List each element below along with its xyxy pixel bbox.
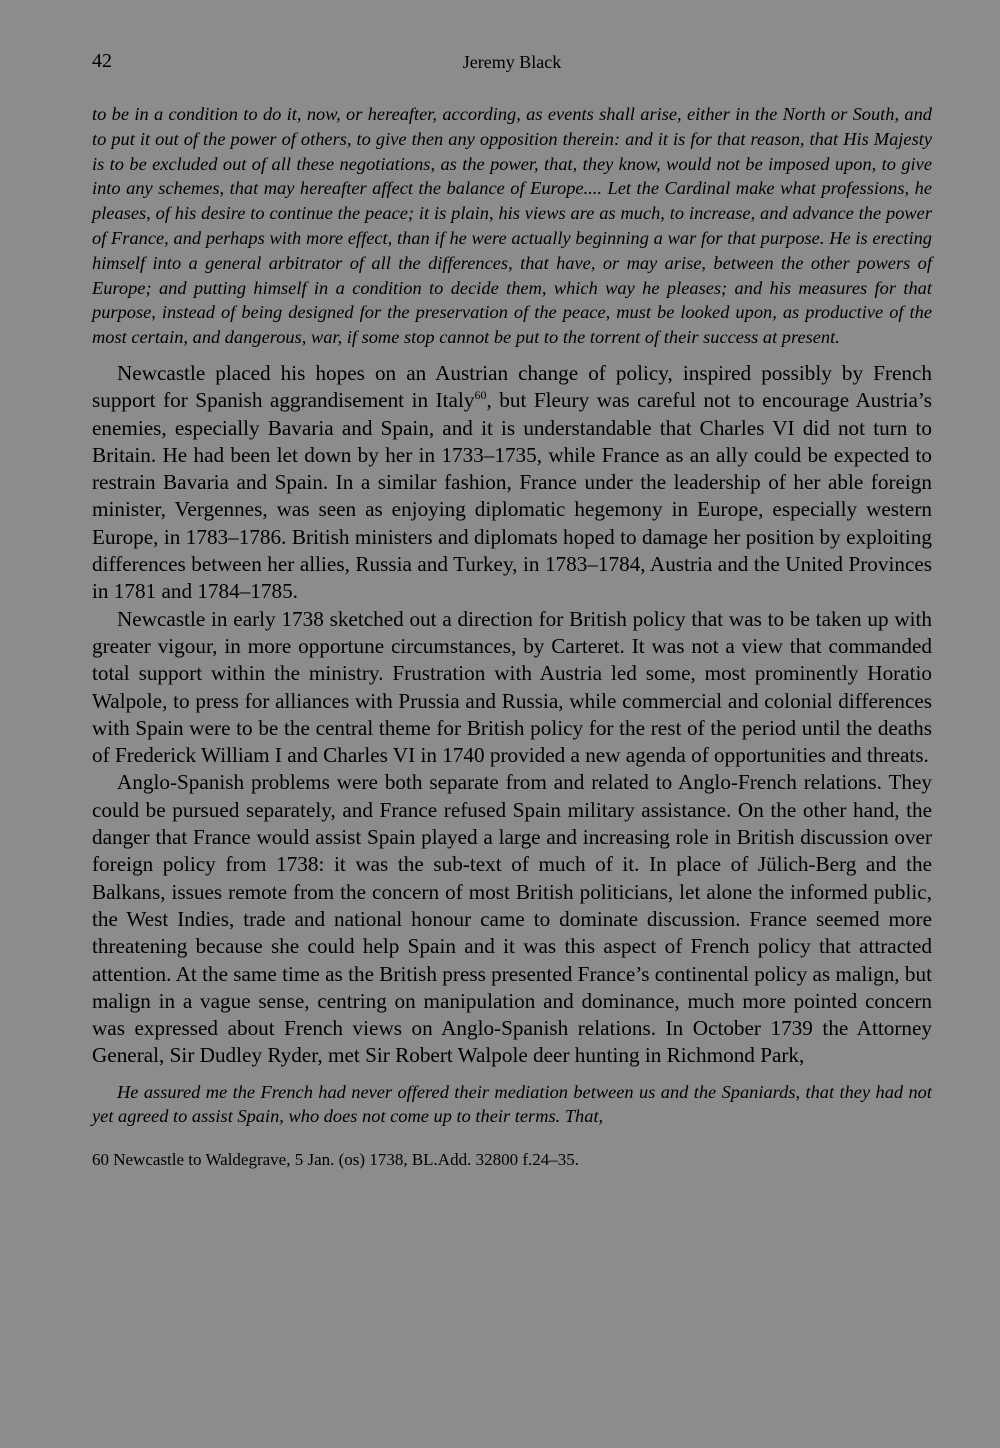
block-quote-bottom: He assured me the French had never offered their mediation between us and the Spaniards, that they had not yet agreed to assist Spain, who does not come up to their terms. That, — [92, 1081, 932, 1127]
paragraph-text: , but Fleury was careful not to encourage Austria’s enemies, especially Bavaria and Spain, and it is understandable that Charles VI did not turn to Britain. He had been let down by her in 1733–1735, while France as an ally could be expected to restrain Bavaria and Spain. In a similar fashion, France under the leadership of her able foreign minister, Vergennes, was seen as enjoying diplomatic hegemony in Europe, especially western Europe, in 1783–1786. British ministers and diplomats hoped to damage her position by exploiting differences between her allies, Russia and Turkey, in 1783–1784, Austria and the United Provinces in 1781 and 1784–1785. — [92, 388, 932, 604]
paragraph-newcastle-hopes — [92, 360, 932, 606]
page-header — [92, 44, 932, 78]
page-number: 42 — [92, 50, 112, 72]
running-head: Jeremy Black — [462, 52, 562, 72]
paragraph-text: Newcastle placed his hopes on an Austrian change of policy, inspired possibly by French support for Spanish aggrandisement in Italy — [92, 360, 932, 413]
footnote: 60 Newcastle to Waldegrave, 5 Jan. (os) 1738, BL.Add. 32800 f.24–35. — [92, 1150, 579, 1170]
book-page — [92, 44, 932, 1171]
paragraph-newcastle-1738: Newcastle in early 1738 sketched out a direction for British policy that was to be taken up with greater vigour, in more opportune circumstances, by Carteret. It was not a view that commanded total support within the ministry. Frustration with Austria led some, most prominently Horatio Walpole, to press for alliances with Prussia and Russia, while commercial and colonial differences with Spain were to be the central theme for British policy for the rest of the period until the deaths of Frederick William I and Charles VI in 1740 provided a new agenda of opportunities and threats. — [92, 606, 932, 768]
footnote-reference: 60 — [474, 388, 487, 403]
block-quote-top: to be in a condition to do it, now, or hereafter, according, as events shall arise, either in the North or South, and to put it out of the power of others, to give then any opposition therein: and it is for that reason, that His Majesty is to be excluded out of all these negotiations, as the power, that, they know, would not be imposed upon, to give into any schemes, that may hereafter affect the balance of Europe.... Let the Cardinal make what professions, he pleases, of his desire to continue the peace; it is plain, his views are as much, to increase, and advance the power of France, and perhaps with more effect, than if he were actually beginning a war for that purpose. He is erecting himself into a general arbitrator of all the differences, that have, or may arise, between the other powers of Europe; and putting himself in a condition to decide them, which way he pleases; and his measures for that purpose, instead of being designed for the preservation of the peace, must be looked upon, as productive of the most certain, and dangerous, war, if some stop cannot be put to the torrent of their success at present. — [92, 104, 932, 348]
paragraph-anglo-spanish: Anglo-Spanish problems were both separate from and related to Anglo-French relations. They could be pursued separately, and France refused Spain military assistance. On the other hand, the danger that France would assist Spain played a large and increasing role in British discussion over foreign policy from 1738: it was the sub-text of much of it. In place of Jülich-Berg and the Balkans, issues remote from the concern of most British politicians, let alone the informed public, the West Indies, trade and national honour came to dominate discussion. France seemed more threatening because she could help Spain and it was this aspect of French policy that attracted attention. At the same time as the British press presented France’s continental policy as malign, but malign in a vague sense, centring on manipulation and dominance, much more pointed concern was expressed about French views on Anglo-Spanish relations. In October 1739 the Attorney General, Sir Dudley Ryder, met Sir Robert Walpole deer hunting in Richmond Park, — [92, 770, 932, 1068]
